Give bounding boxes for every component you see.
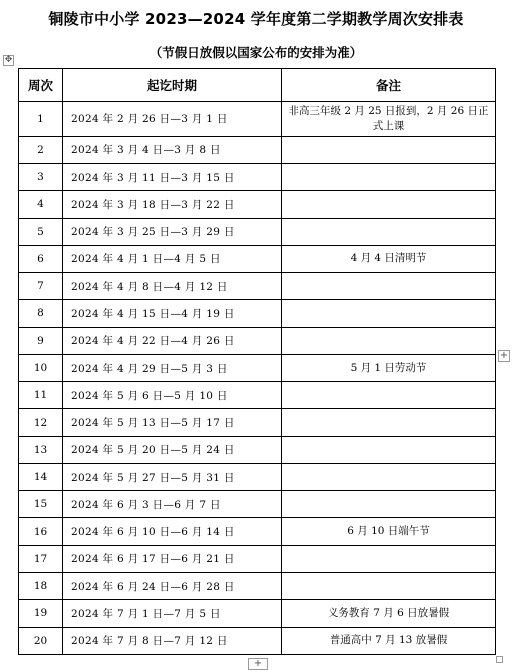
table-row [19, 573, 496, 600]
table-row [19, 245, 496, 272]
period-cell: 2024 年 4 月 15 日—4 月 19 日 [63, 300, 282, 327]
table-row [19, 218, 496, 245]
period-cell: 2024 年 4 月 29 日—5 月 3 日 [63, 354, 282, 381]
note-cell [282, 191, 496, 218]
move-table-icon[interactable]: ✥ [4, 55, 13, 65]
week-cell: 17 [19, 545, 63, 572]
note-cell [282, 463, 496, 490]
week-cell: 10 [19, 354, 63, 381]
week-cell: 4 [19, 191, 63, 218]
table-row [19, 300, 496, 327]
week-cell: 18 [19, 573, 63, 600]
week-cell: 6 [19, 245, 63, 272]
table-row [19, 136, 496, 163]
week-cell: 1 [19, 102, 63, 137]
week-cell: 14 [19, 463, 63, 490]
header-week: 周次 [19, 69, 63, 102]
period-cell: 2024 年 2 月 26 日—3 月 1 日 [63, 102, 282, 137]
note-cell [282, 382, 496, 409]
period-cell: 2024 年 3 月 11 日—3 月 15 日 [63, 164, 282, 191]
table-row [19, 600, 496, 627]
note-cell [282, 136, 496, 163]
add-column-plus-icon[interactable]: + [499, 350, 509, 361]
week-cell: 9 [19, 327, 63, 354]
table-row [19, 102, 496, 137]
header-period: 起讫时期 [63, 69, 282, 102]
week-cell: 8 [19, 300, 63, 327]
week-cell: 16 [19, 518, 63, 545]
period-cell: 2024 年 7 月 8 日—7 月 12 日 [63, 627, 282, 654]
table-row [19, 491, 496, 518]
period-cell: 2024 年 6 月 24 日—6 月 28 日 [63, 573, 282, 600]
note-cell: 普通高中 7 月 13 放暑假 [282, 627, 496, 654]
table-resize-handle[interactable] [496, 656, 503, 663]
week-cell: 3 [19, 164, 63, 191]
note-cell [282, 409, 496, 436]
table-row [19, 191, 496, 218]
table-row [19, 627, 496, 654]
note-cell [282, 545, 496, 572]
note-cell: 5 月 1 日劳动节 [282, 354, 496, 381]
schedule-table [18, 68, 496, 655]
table-row [19, 273, 496, 300]
note-cell [282, 436, 496, 463]
document-subtitle: （节假日放假以国家公布的安排为准） [149, 45, 363, 60]
note-cell [282, 327, 496, 354]
week-cell: 20 [19, 627, 63, 654]
note-cell [282, 218, 496, 245]
period-cell: 2024 年 5 月 6 日—5 月 10 日 [63, 382, 282, 409]
note-cell: 非高三年级 2 月 25 日报到，2 月 26 日正式上课 [282, 102, 496, 137]
note-cell [282, 491, 496, 518]
note-cell [282, 164, 496, 191]
period-cell: 2024 年 4 月 1 日—4 月 5 日 [63, 245, 282, 272]
note-cell: 义务教育 7 月 6 日放暑假 [282, 600, 496, 627]
week-cell: 5 [19, 218, 63, 245]
week-cell: 7 [19, 273, 63, 300]
note-cell [282, 300, 496, 327]
week-cell: 11 [19, 382, 63, 409]
table-row [19, 463, 496, 490]
period-cell: 2024 年 3 月 25 日—3 月 29 日 [63, 218, 282, 245]
note-cell: 6 月 10 日端午节 [282, 518, 496, 545]
period-cell: 2024 年 6 月 17 日—6 月 21 日 [63, 545, 282, 572]
table-row [19, 382, 496, 409]
table-row [19, 518, 496, 545]
period-cell: 2024 年 5 月 13 日—5 月 17 日 [63, 409, 282, 436]
table-row [19, 436, 496, 463]
period-cell: 2024 年 4 月 22 日—4 月 26 日 [63, 327, 282, 354]
period-cell: 2024 年 5 月 27 日—5 月 31 日 [63, 463, 282, 490]
period-cell: 2024 年 7 月 1 日—7 月 5 日 [63, 600, 282, 627]
week-cell: 12 [19, 409, 63, 436]
document-title: 铜陵市中小学 2023—2024 学年度第二学期教学周次安排表 [48, 10, 464, 28]
period-cell: 2024 年 5 月 20 日—5 月 24 日 [63, 436, 282, 463]
table-row [19, 164, 496, 191]
period-cell: 2024 年 3 月 18 日—3 月 22 日 [63, 191, 282, 218]
week-cell: 13 [19, 436, 63, 463]
period-cell: 2024 年 6 月 3 日—6 月 7 日 [63, 491, 282, 518]
add-row-plus-icon[interactable]: + [248, 658, 268, 670]
table-row [19, 327, 496, 354]
table-row [19, 354, 496, 381]
week-cell: 2 [19, 136, 63, 163]
period-cell: 2024 年 6 月 10 日—6 月 14 日 [63, 518, 282, 545]
note-cell: 4 月 4 日清明节 [282, 245, 496, 272]
table-header-row [19, 69, 496, 102]
header-note: 备注 [282, 69, 496, 102]
note-cell [282, 273, 496, 300]
table-row [19, 545, 496, 572]
note-cell [282, 573, 496, 600]
week-cell: 19 [19, 600, 63, 627]
week-cell: 15 [19, 491, 63, 518]
period-cell: 2024 年 3 月 4 日—3 月 8 日 [63, 136, 282, 163]
period-cell: 2024 年 4 月 8 日—4 月 12 日 [63, 273, 282, 300]
table-row [19, 409, 496, 436]
